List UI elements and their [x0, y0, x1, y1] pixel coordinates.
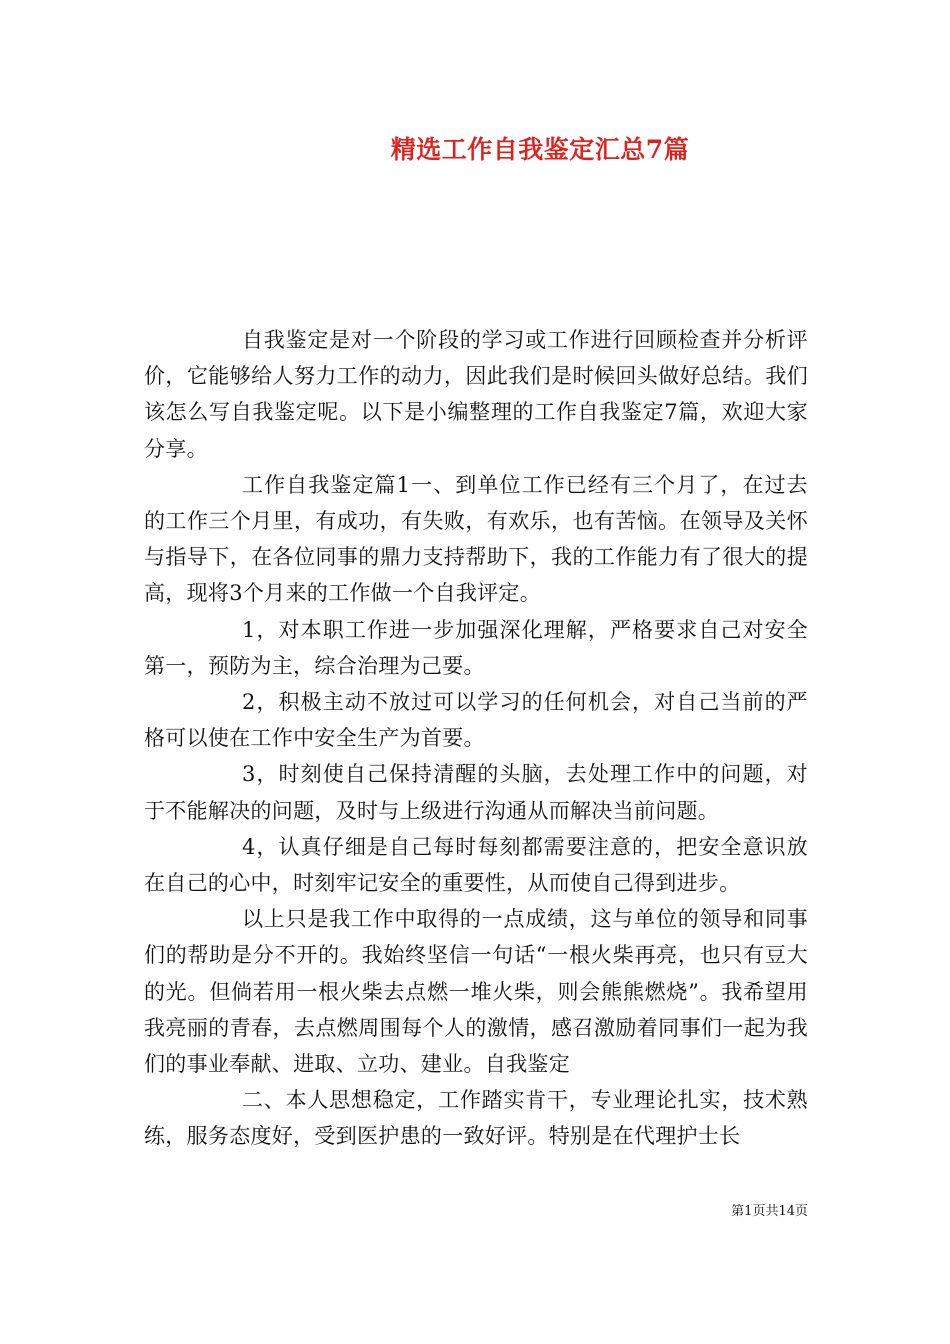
paragraph-item-1: 1，对本职工作进一步加强深化理解，严格要求自己对安全第一，预防为主，综合治理为己要。 — [144, 617, 808, 678]
paragraph-item-3: 3，时刻使自己保持清醒的头脑，去处理工作中的问题，对于不能解决的问题，及时与上级进行沟通从而解决当前问题。 — [144, 762, 808, 823]
paragraph-section-2: 二、本人思想稳定，工作踏实肯干，专业理论扎实，技术熟练，服务态度好，受到医护患的一致好评。特别是在代理护士长 — [144, 1088, 808, 1149]
paragraph-intro: 自我鉴定是对一个阶段的学习或工作进行回顾检查并分析评价，它能够给人努力工作的动力，因此我们是时候回头做好总结。我们该怎么写自我鉴定呢。以下是小编整理的工作自我鉴定7篇，欢迎大家分享。 — [144, 328, 808, 461]
paragraph-item-4: 4，认真仔细是自己每时每刻都需要注意的，把安全意识放在自己的心中，时刻牢记安全的重要性，从而使自己得到进步。 — [144, 834, 808, 896]
paragraph-summary: 以上只是我工作中取得的一点成绩，这与单位的领导和同事们的帮助是分不开的。我始终坚信一句话“一根火柴再亮，也只有豆大的光。但倘若用一根火柴去点燃一堆火柴，则会熊熊燃烧”。我希望用我亮丽的青春，去点燃周围每个人的激情，感召激励着同事们一起为我们的事业奉献、进取、立功、建业。自我鉴定 — [144, 907, 808, 1077]
document-title: 精选工作自我鉴定汇总7篇 — [390, 135, 690, 164]
page-number-footer: 第1页共14页 — [731, 1204, 808, 1219]
paragraph-section-1: 工作自我鉴定篇1一、到单位工作已经有三个月了，在过去的工作三个月里，有成功，有失败，有欢乐，也有苦恼。在领导及关怀与指导下，在各位同事的鼎力支持帮助下，我的工作能力有了很大的提高，现将3个月来的工作做一个自我评定。 — [144, 472, 808, 606]
paragraph-item-2: 2，积极主动不放过可以学习的任何机会，对自己当前的严格可以使在工作中安全生产为首要。 — [144, 690, 808, 751]
document-body — [144, 322, 808, 1155]
